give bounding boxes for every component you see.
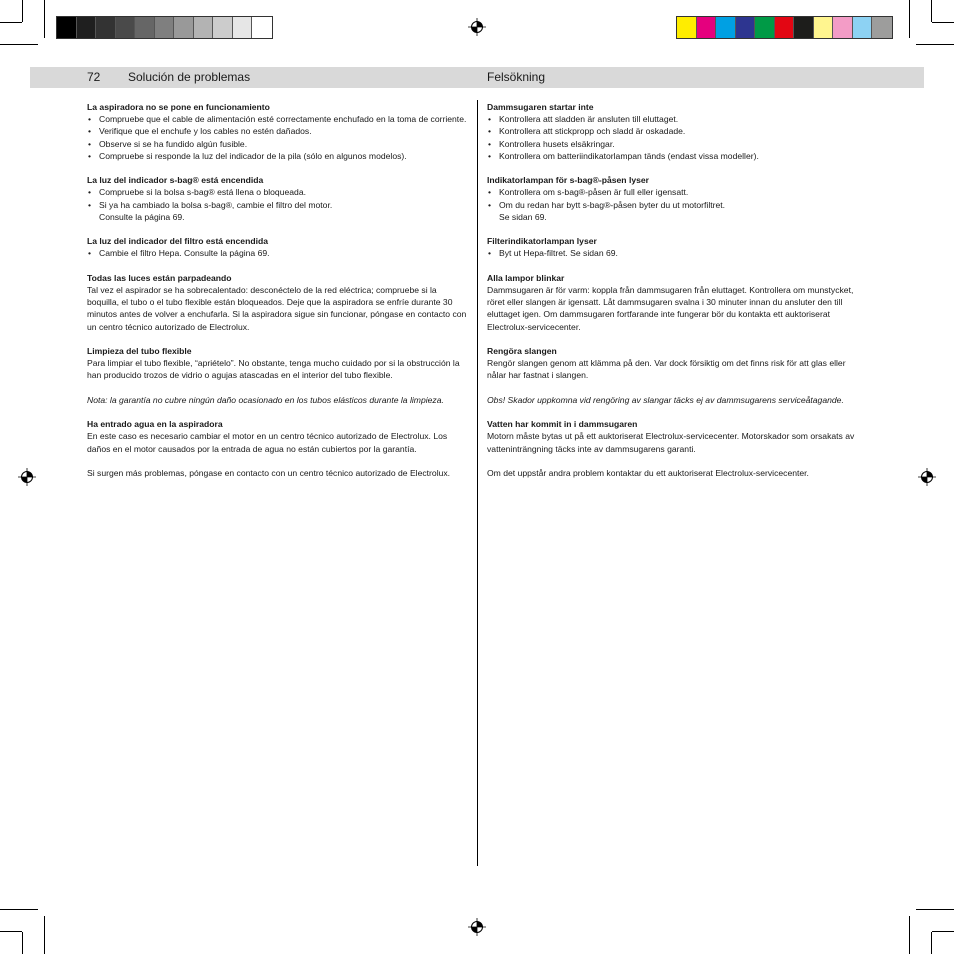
section-heading: Rengöra slangen bbox=[487, 346, 557, 356]
color-swatch bbox=[116, 17, 136, 38]
color-swatch bbox=[716, 17, 736, 38]
list-item: • Compruebe si responde la luz del indicador de la pila (sólo en algunos modelos). bbox=[87, 150, 467, 162]
left-page-title: Solución de problemas bbox=[128, 70, 251, 84]
color-swatch bbox=[155, 17, 175, 38]
section-heading: Todas las luces están parpadeando bbox=[87, 272, 232, 283]
color-swatch bbox=[252, 17, 272, 38]
color-calibration-bar bbox=[676, 16, 893, 39]
list-item-text: Om du redan har bytt s-bag®-påsen byter du ut motorfiltret. bbox=[499, 199, 726, 210]
registration-mark-top-icon bbox=[468, 18, 486, 36]
registration-mark-left-icon bbox=[18, 468, 36, 486]
color-swatch bbox=[174, 17, 194, 38]
color-swatch bbox=[872, 17, 892, 38]
section-heading: Filterindikatorlampan lyser bbox=[487, 236, 597, 247]
list-item: • Kontrollera om s-bag®-påsen är full eller igensatt. bbox=[487, 186, 867, 198]
color-swatch bbox=[233, 17, 253, 38]
right-column bbox=[487, 101, 867, 491]
warranty-note bbox=[87, 394, 467, 406]
color-swatch bbox=[736, 17, 756, 38]
color-swatch bbox=[814, 17, 834, 38]
list-item-text: Si ya ha cambiado la bolsa s-bag®, cambie el filtro del motor. bbox=[99, 199, 333, 210]
list-item: • Cambie el filtro Hepa. Consulte la página 69. bbox=[87, 247, 467, 259]
list-item bbox=[87, 199, 467, 223]
section-water-entered bbox=[87, 418, 467, 455]
color-swatch bbox=[775, 17, 795, 38]
section-not-starting bbox=[487, 101, 867, 162]
section-hose-cleaning bbox=[87, 345, 467, 382]
section-heading: Ha entrado agua en la aspiradora bbox=[87, 419, 223, 430]
section-text: Rengör slangen genom att klämma på den. Var dock försiktig om det finns risk för att glas eller nålar har fastnat i slangen. bbox=[487, 358, 846, 381]
section-heading: Limpieza del tubo flexible bbox=[87, 346, 192, 356]
list-item: • Compruebe si la bolsa s-bag® está llena o bloqueada. bbox=[87, 186, 467, 198]
left-column bbox=[87, 101, 467, 491]
list-item: • Kontrollera att stickpropp och sladd är oskadade. bbox=[487, 125, 867, 137]
section-sbag-indicator bbox=[487, 174, 867, 223]
section-text: Tal vez el aspirador se ha sobrecalentado: desconéctelo de la red eléctrica; compruebe si la boquilla, el tubo o el tubo flexible están bloqueados. Deje que la aspiradora se enfríe durante 30 minutos antes de volver a enchufarla. Si la aspiradora sigue sin funcionar, póngase en contacto con un centro técnico autorizado de Electrolux. bbox=[87, 285, 467, 332]
section-not-starting bbox=[87, 101, 467, 162]
note-text: Nota: la garantía no cubre ningún daño ocasionado en los tubos elásticos durante la limpieza. bbox=[87, 394, 444, 405]
list-item-text: Se sidan 69. bbox=[499, 211, 547, 222]
color-swatch bbox=[213, 17, 233, 38]
section-text: En este caso es necesario cambiar el motor en un centro técnico autorizado de Electrolux. Los daños en el motor causados por la entrada de agua no están cubiertos por la garantía. bbox=[87, 431, 448, 454]
grayscale-calibration-bar bbox=[56, 16, 273, 39]
list-item-text: Consulte la página 69. bbox=[99, 211, 185, 222]
section-heading: Alla lampor blinkar bbox=[487, 272, 565, 283]
section-text: Dammsugaren är för varm: koppla från dammsugaren från eluttaget. Kontrollera om munstycket, röret eller slangen är igensatt. Låt dammsugaren svalna i 30 minuter innan du ansluter den till eluttaget igen. Om dammsugaren fortfarande inte fungerar bör du kontakta ett auktoriserat Electrolux-servicecenter. bbox=[487, 285, 854, 332]
right-page-title: Felsökning bbox=[487, 70, 546, 84]
color-swatch bbox=[677, 17, 697, 38]
section-heading: Indikatorlampan för s-bag®-påsen lyser bbox=[487, 175, 650, 186]
section-filter-indicator bbox=[87, 235, 467, 259]
section-water-entered bbox=[487, 418, 867, 455]
list-item: • Compruebe que el cable de alimentación esté correctamente enchufado en la toma de corriente. bbox=[87, 113, 467, 125]
section-heading: La luz del indicador del filtro está encendida bbox=[87, 236, 268, 247]
registration-mark-right-icon bbox=[918, 468, 936, 486]
list-item: • Observe si se ha fundido algún fusible. bbox=[87, 138, 467, 150]
list-item: • Kontrollera om batteriindikatorlampan tänds (endast vissa modeller). bbox=[487, 150, 867, 162]
section-text: Si surgen más problemas, póngase en contacto con un centro técnico autorizado de Electrolux. bbox=[87, 467, 451, 478]
list-item: • Kontrollera att sladden är ansluten till eluttaget. bbox=[487, 113, 867, 125]
section-text: Motorn måste bytas ut på ett auktoriserat Electrolux-servicecenter. Motorskador som orsakats av vatteninträngning täcks inte av dammsugarens garanti. bbox=[487, 431, 855, 454]
section-heading: La luz del indicador s-bag® está encendida bbox=[87, 175, 264, 186]
section-sbag-indicator bbox=[87, 174, 467, 223]
section-filter-indicator bbox=[487, 235, 867, 259]
section-all-lights-flashing bbox=[487, 272, 867, 333]
section-hose-cleaning bbox=[487, 345, 867, 382]
column-divider bbox=[477, 100, 478, 866]
color-swatch bbox=[194, 17, 214, 38]
color-swatch bbox=[77, 17, 97, 38]
color-swatch bbox=[755, 17, 775, 38]
list-item: • Byt ut Hepa-filtret. Se sidan 69. bbox=[487, 247, 867, 259]
warranty-note bbox=[487, 394, 867, 406]
section-text: Para limpiar el tubo flexible, “apriételo”. No obstante, tenga mucho cuidado por si la obstrucción la han producido trozos de vidrio o agujas atascadas en el interior del tubo flexible. bbox=[87, 358, 460, 381]
final-paragraph bbox=[487, 467, 867, 479]
final-paragraph bbox=[87, 467, 467, 479]
color-swatch bbox=[794, 17, 814, 38]
color-swatch bbox=[135, 17, 155, 38]
color-swatch bbox=[853, 17, 873, 38]
color-swatch bbox=[697, 17, 717, 38]
section-heading: Vatten har kommit in i dammsugaren bbox=[487, 419, 638, 430]
color-swatch bbox=[57, 17, 77, 38]
registration-mark-bottom-icon bbox=[468, 918, 486, 936]
list-item bbox=[487, 199, 867, 223]
color-swatch bbox=[833, 17, 853, 38]
list-item: • Verifique que el enchufe y los cables no estén dañados. bbox=[87, 125, 467, 137]
page-number: 72 bbox=[87, 70, 101, 84]
color-swatch bbox=[96, 17, 116, 38]
section-heading: Dammsugaren startar inte bbox=[487, 102, 594, 112]
section-text: Om det uppstår andra problem kontaktar du ett auktoriserat Electrolux-servicecenter. bbox=[487, 467, 809, 478]
section-all-lights-flashing bbox=[87, 272, 467, 333]
list-item: • Kontrollera husets elsäkringar. bbox=[487, 138, 867, 150]
section-heading: La aspiradora no se pone en funcionamiento bbox=[87, 102, 270, 112]
note-text: Obs! Skador uppkomna vid rengöring av slangar täcks ej av dammsugarens serviceåtagande. bbox=[487, 394, 844, 405]
